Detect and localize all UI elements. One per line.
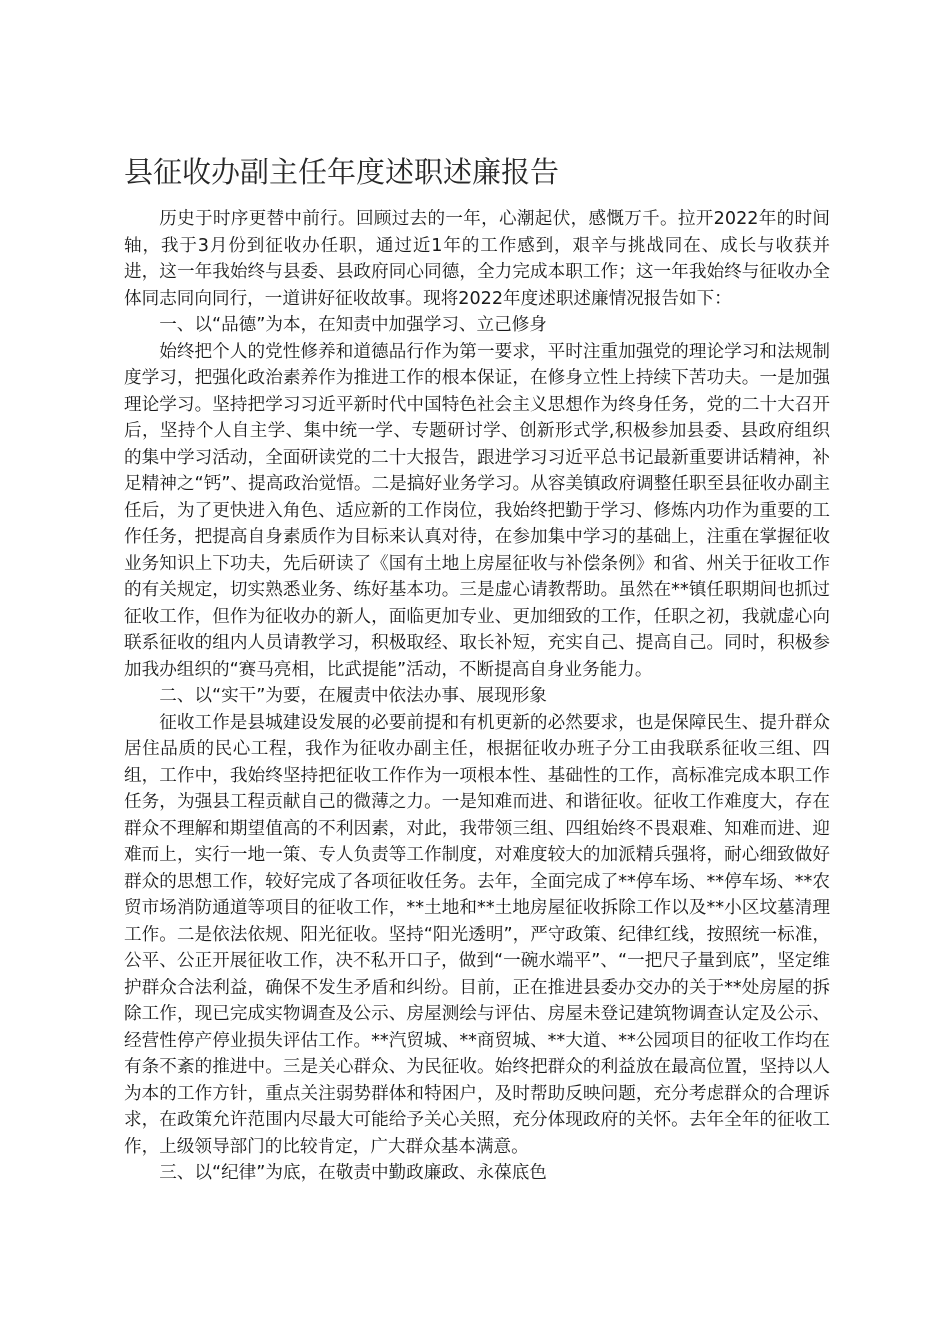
section-2-paragraph: 征收工作是县城建设发展的必要前提和有机更新的必然要求，也是保障民生、提升群众居住品质的民心工程，我作为征收办副主任，根据征收办班子分工由我联系征收三组、四组，工作中，我始终坚持把征收工作作为一项根本性、基础性的工作，高标准完成本职工作任务，为强县工程贡献自己的微薄之力。一是知难而进、和谐征收。征收工作难度大，存在群众不理解和期望值高的不利因素，对此，我带领三组、四组始终不畏艰难、知难而进、迎难而上，实行一地一策、专人负责等工作制度，对难度较大的加派精兵强将，耐心细致做好群众的思想工作，较好完成了各项征收任务。去年，全面完成了**停车场、**停车场、**农贸市场消防通道等项目的征收工作，**土地和**土地房屋征收拆除工作以及**小区坟墓清理工作。二是依法依规、阳光征收。坚持“阳光透明”，严守政策、纪律红线，按照统一标准，公平、公正开展征收工作，决不私开口子，做到“一碗水端平”、“一把尺子量到底”，坚定维护群众合法利益，确保不发生矛盾和纠纷。目前，正在推进县委办交办的关于**处房屋的拆除工作，现已完成实物调查及公示、房屋测绘与评估、房屋未登记建筑物调查认定及公示、经营性停产停业损失评估工作。**汽贸城、**商贸城、**大道、**公园项目的征收工作均在有条不紊的推进中。三是关心群众、为民征收。始终把群众的利益放在最高位置，坚持以人为本的工作方针，重点关注弱势群体和特困户，及时帮助反映问题，充分考虑群众的合理诉求，在政策允许范围内尽最大可能给予关心关照，充分体现政府的关怀。去年全年的征收工作，上级领导部门的比较肯定，广大群众基本满意。 xyxy=(124,712,830,1157)
section-heading-1: 一、以“品德”为本，在知责中加强学习、立己修身 xyxy=(159,315,547,335)
section-heading-3: 三、以“纪律”为底，在敬责中勤政廉政、永葆底色 xyxy=(159,1163,547,1183)
section-heading-2: 二、以“实干”为要，在履责中依法办事、展现形象 xyxy=(159,686,547,706)
document-title: 县征收办副主任年度述职述廉报告 xyxy=(124,155,560,189)
intro-paragraph: 历史于时序更替中前行。回顾过去的一年，心潮起伏，感慨万千。拉开2022年的时间轴，我于3月份到征收办任职，通过近1年的工作感到，艰辛与挑战同在、成长与收获并进，这一年我始终与县委、县政府同心同德，全力完成本职工作；这一年我始终与征收办全体同志同向同行，一道讲好征收故事。现将2022年度述职述廉情况报告如下： xyxy=(124,209,830,309)
document-body xyxy=(124,206,830,1187)
section-1-paragraph: 始终把个人的党性修养和道德品行作为第一要求，平时注重加强党的理论学习和法规制度学习，把强化政治素养作为推进工作的根本保证，在修身立性上持续下苦功夫。一是加强理论学习。坚持把学习习近平新时代中国特色社会主义思想作为终身任务，党的二十大召开后，坚持个人自主学、集中统一学、专题研讨学、创新形式学,积极参加县委、县政府组织的集中学习活动，全面研读党的二十大报告，跟进学习习近平总书记最新重要讲话精神，补足精神之“钙”、提高政治觉悟。二是搞好业务学习。从容美镇政府调整任职至县征收办副主任后，为了更快进入角色、适应新的工作岗位，我始终把勤于学习、修炼内功作为重要的工作任务，把提高自身素质作为目标来认真对待，在参加集中学习的基础上，注重在掌握征收业务知识上下功夫，先后研读了《国有土地上房屋征收与补偿条例》和省、州关于征收工作的有关规定，切实熟悉业务、练好基本功。三是虚心请教帮助。虽然在**镇任职期间也抓过征收工作，但作为征收办的新人，面临更加专业、更加细致的工作，任职之初，我就虚心向联系征收的组内人员请教学习，积极取经、取长补短，充实自己、提高自己。同时，积极参加我办组织的“赛马亮相，比武提能”活动，不断提高自身业务能力。 xyxy=(124,341,830,680)
